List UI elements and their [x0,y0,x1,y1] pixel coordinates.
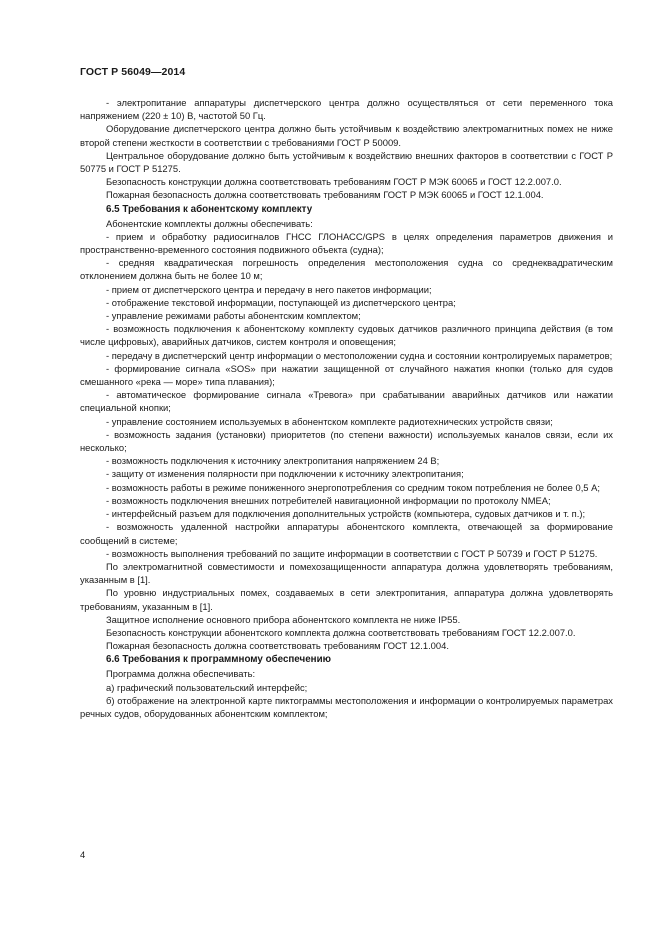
paragraph: б) отображение на электронной карте пиктограммы местоположения и информации о контролируемых параметрах речных судов, оборудованных абонентским комплектом; [80,694,613,719]
paragraph: По уровню индустриальных помех, создаваемых в сети электропитания, аппаратура должна удовлетворять требованиям, указанным в [1]. [80,587,613,612]
paragraph: - прием от диспетчерского центра и передачу в него пакетов информации; [106,283,432,295]
paragraph: Абонентские комплекты должны обеспечивать: [106,217,313,229]
paragraph: Оборудование диспетчерского центра должно быть устойчивым к воздействию электромагнитных помех не ниже второй степени жесткости в соответствии с требованиями ГОСТ Р 50009. [80,123,613,148]
paragraph: Пожарная безопасность должна соответствовать требованиям ГОСТ Р МЭК 60065 и ГОСТ 12.1.004. [106,189,544,201]
paragraph: - возможность работы в режиме пониженного энергопотребления со средним током потребления не более 0,5 А; [106,481,600,493]
paragraph: - возможность удаленной настройки аппаратуры абонентского комплекта, отвечающей за формирование сообщений в системе; [80,521,613,546]
section-heading: 6.6 Требования к программному обеспечению [106,654,331,666]
paragraph: - средняя квадратическая погрешность определения местоположения судна со среднеквадратическим отклонением должна быть не более 10 м; [80,257,613,282]
paragraph: Безопасность конструкции должна соответствовать требованиям ГОСТ Р МЭК 60065 и ГОСТ 12.2.007.0. [106,176,562,188]
document-body [80,96,613,720]
paragraph: - интерфейсный разъем для подключения дополнительных устройств (компьютера, судовых датчиков и т. п.); [106,508,586,520]
standard-header: ГОСТ Р 56049—2014 [80,66,186,78]
section-heading: 6.5 Требования к абонентскому комплекту [106,203,313,215]
paragraph: - передачу в диспетчерский центр информации о местоположении судна и состоянии контролируемых параметров; [106,349,613,361]
paragraph: Программа должна обеспечивать: [106,668,256,680]
paragraph: - возможность подключения к источнику электропитания напряжением 24 В; [106,455,440,467]
paragraph: - формирование сигнала «SOS» при нажатии защищенной от случайного нажатия кнопки (только для судов смешанного «река — море» типа плавания); [80,362,613,388]
paragraph: - защиту от изменения полярности при подключении к источнику электропитания; [106,468,464,480]
paragraph: - возможность задания (установки) приоритетов (по степени важности) используемых каналов связи, если их несколько; [80,428,613,454]
paragraph: - прием и обработку радиосигналов ГНСС ГЛОНАСС/GPS в целях определения параметров движения и пространственно-временного состояния подвижного объекта (судна); [80,230,613,256]
paragraph: Центральное оборудование должно быть устойчивым к воздействию внешних факторов в соответствии с ГОСТ Р 50775 и ГОСТ Р 51275. [80,149,613,175]
paragraph: - управление состоянием используемых в абонентском комплекте радиотехнических устройств связи; [106,415,553,427]
page-number: 4 [80,849,86,860]
paragraph: Пожарная безопасность должна соответствовать требованиям ГОСТ 12.1.004. [106,640,449,652]
paragraph: - отображение текстовой информации, поступающей из диспетчерского центра; [106,296,456,308]
paragraph: Безопасность конструкции абонентского комплекта должна соответствовать требованиям ГОСТ 12.2.007.0. [106,626,576,638]
paragraph: - возможность подключения внешних потребителей навигационной информации по протоколу NMEA; [106,494,551,506]
paragraph: - автоматическое формирование сигнала «Тревога» при срабатывании аварийных датчиков или нажатии специальной кнопки; [80,389,613,414]
paragraph: - электропитание аппаратуры диспетчерского центра должно осуществляться от сети переменного тока напряжением (220 ± 10) В, частотой 50 Гц. [80,97,613,122]
paragraph: - возможность выполнения требований по защите информации в соответствии с ГОСТ Р 50739 и ГОСТ Р 51275. [106,547,598,559]
paragraph: а) графический пользовательский интерфейс; [106,681,308,693]
paragraph: Защитное исполнение основного прибора абонентского комплекта не ниже IP55. [106,613,461,625]
paragraph: - возможность подключения к абонентскому комплекту судовых датчиков различного принципа действия (в том числе цифровых), аварийных датчиков, систем контроля и оповещения; [80,323,613,348]
paragraph: - управление режимами работы абонентским комплектом; [106,310,361,322]
paragraph: По электромагнитной совместимости и помехозащищенности аппаратура должна удовлетворять требованиям, указанным в [1]. [80,560,613,586]
